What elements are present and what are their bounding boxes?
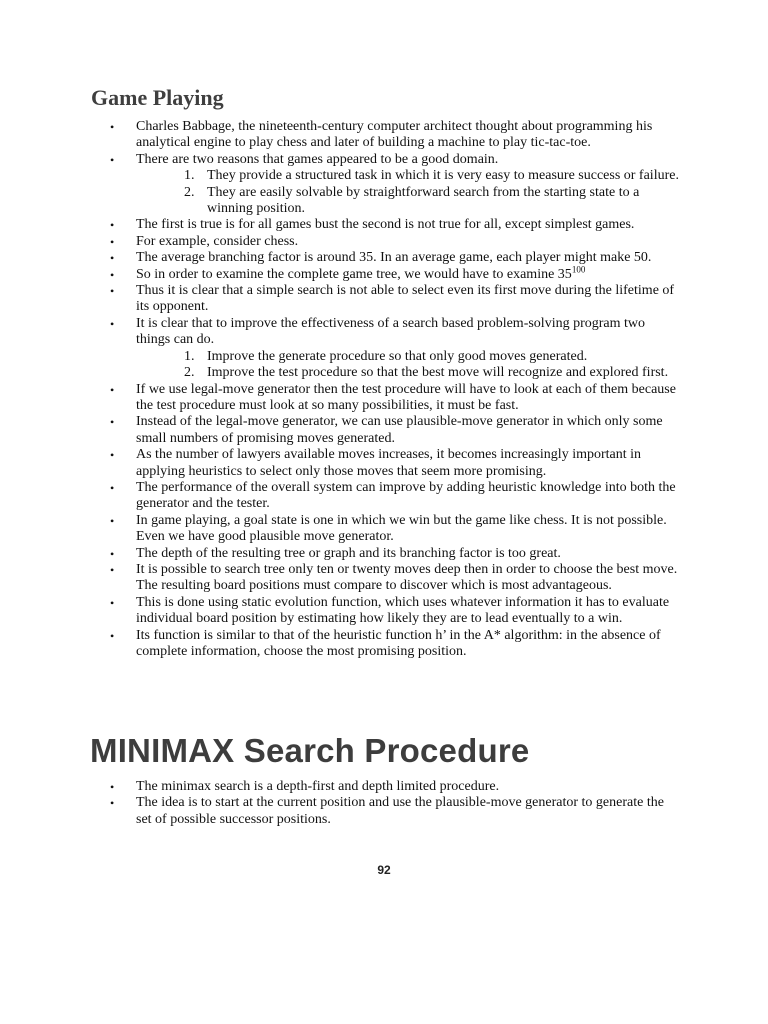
list-item: • The minimax search is a depth-first and depth limited procedure.	[110, 779, 680, 795]
game-playing-list	[110, 119, 680, 660]
minimax-list	[110, 779, 680, 828]
list-item: • For example, consider chess.	[110, 234, 680, 250]
list-item: • As the number of lawyers available moves increases, it becomes increasingly important in applying heuristics to select only those moves that seem more promising.	[110, 447, 680, 480]
sublist-item: 2. They are easily solvable by straightforward search from the starting state to a winning position.	[184, 184, 640, 217]
list-item: • The depth of the resulting tree or graph and its branching factor is too great.	[110, 546, 680, 562]
list-item: • It is clear that to improve the effectiveness of a search based problem-solving program two things can do. 1. Improve the generate procedure so that only good moves generated. 2. Improve the test procedure so that the best move will recognize and explored first.	[110, 316, 680, 382]
list-item: • The first is true is for all games bust the second is not true for all, except simplest games.	[110, 217, 680, 233]
sublist-item: 1. Improve the generate procedure so that only good moves generated.	[184, 348, 588, 364]
minimax-title: MINIMAX Search Procedure	[90, 732, 530, 769]
exponent: 100	[571, 264, 586, 274]
list-item: • The performance of the overall system can improve by adding heuristic knowledge into both the generator and the tester.	[110, 480, 680, 513]
page-number: 92	[377, 863, 391, 877]
sublist-item: 1. They provide a structured task in which it is very easy to measure success or failure.	[184, 168, 679, 184]
reasons-sublist	[136, 168, 680, 217]
list-item: • If we use legal-move generator then the test procedure will have to look at each of them because the test procedure must look at so many possibilities, it must be fast.	[110, 382, 680, 415]
list-item: • The idea is to start at the current position and use the plausible-move generator to generate the set of possible successor positions.	[110, 795, 680, 828]
list-item: • There are two reasons that games appeared to be a good domain. 1. They provide a structured task in which it is very easy to measure success or failure. 2. They are easily solvable by straightforward search from the starting state to a winning position.	[110, 152, 680, 218]
list-item: • It is possible to search tree only ten or twenty moves deep then in order to choose the best move. The resulting board positions must compare to discover which is most advantageous.	[110, 562, 680, 595]
list-item: • So in order to examine the complete game tree, we would have to examine $35^{100}$	[110, 267, 680, 283]
sublist-item: 2. Improve the test procedure so that the best move will recognize and explored first.	[184, 365, 669, 381]
section-title: Game Playing	[91, 85, 224, 110]
list-item: • Thus it is clear that a simple search is not able to select even its first move during the lifetime of its opponent.	[110, 283, 680, 316]
list-item: • This is done using static evolution function, which uses whatever information it has to evaluate individual board position by estimating how likely they are to lead eventually to a win.	[110, 595, 680, 628]
list-item: • Instead of the legal-move generator, we can use plausible-move generator in which only some small numbers of promising moves generated.	[110, 414, 680, 447]
list-item: • In game playing, a goal state is one in which we win but the game like chess. It is not possible. Even we have good plausible move generator.	[110, 513, 680, 546]
improvements-sublist	[136, 349, 680, 382]
list-item: • Charles Babbage, the nineteenth-century computer architect thought about programming his analytical engine to play chess and later of building a machine to play tic-tac-toe.	[110, 119, 680, 152]
list-item: • The average branching factor is around 35. In an average game, each player might make 50.	[110, 250, 680, 266]
list-item: • Its function is similar to that of the heuristic function h’ in the A* algorithm: in the absence of complete information, choose the most promising position.	[110, 628, 680, 661]
